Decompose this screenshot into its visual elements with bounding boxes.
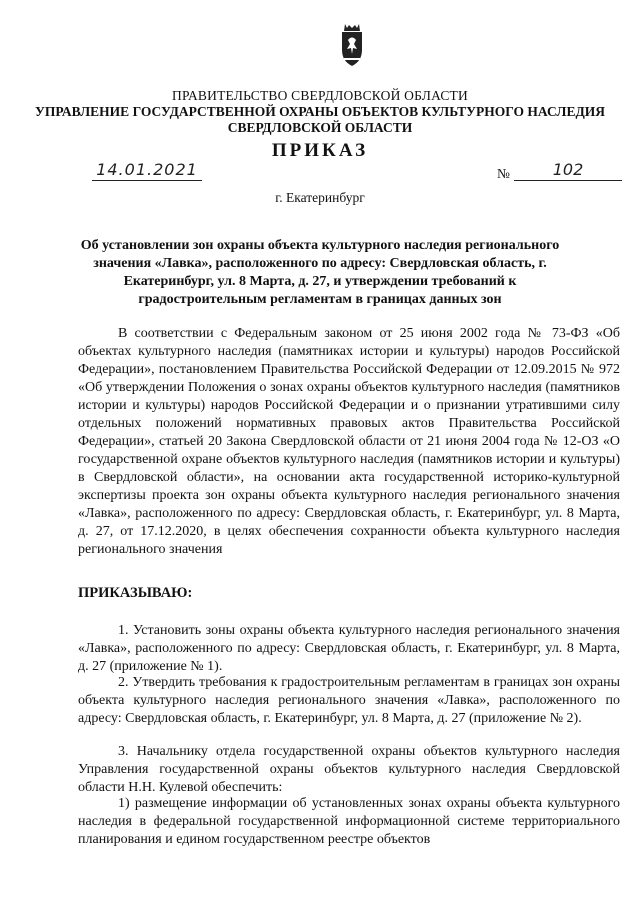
preamble-paragraph: В соответствии с Федеральным законом от 25 июня 2002 года № 73-ФЗ «Об объектах культурного наследия (памятниках истории и культуры) народов Российской Федерации», постановлением Правительства Российской Федерации от 12.09.2015 № 972 «Об утверждении Положения о зонах охраны объектов культурного наследия (памятников истории и культуры) народов Российской Федерации и о признании утратившими силу отдельных положений нормативных правовых актов Правительства Российской Федерации», статьей 20 Закона Свердловской области от 21 июня 2004 года № 12-ОЗ «О государственной охране объектов культурного наследия (памятников истории и культуры) в Свердловской области», на основании акта государственной историко-культурной экспертизы проекта зон охраны объекта культурного наследия регионального значения «Лавка», расположенного по адресу: Свердловская область, г. Екатеринбург, ул. 8 Марта, д. 27, от 17.12.2020, в целях обеспечения сохранности объекта культурного наследия регионального значения	[78, 326, 620, 557]
order-item-3-1: 1) размещение информации об установленных зонах охраны объекта культурного наследия в федеральной государственной информационной системе территориального планирования и едином государственном реестре объектов	[78, 796, 620, 847]
order-item-2: 2. Утвердить требования к градостроительным регламентам в границах зон охраны объекта культурного наследия регионального значения «Лавка», расположенного по адресу: Свердловская область, г. Екатеринбург, ул. 8 Марта, д. 27 (приложение № 2).	[78, 675, 620, 726]
department-line-1: УПРАВЛЕНИЕ ГОСУДАРСТВЕННОЙ ОХРАНЫ ОБЪЕКТОВ КУЛЬТУРНОГО НАСЛЕДИЯ	[34, 104, 606, 119]
department-name	[0, 104, 640, 136]
document-type: ПРИКАЗ	[271, 140, 369, 161]
order-subject: Об установлении зон охраны объекта культурного наследия регионального значения «Лавка», расположенного по адресу: Свердловская область, г. Екатеринбург, ул. 8 Марта, д. 27, и утверждении требований к градостроительным регламентам в границах данных зон	[80, 238, 560, 307]
order-date: 14.01.2021	[92, 160, 202, 181]
decree-heading: ПРИКАЗЫВАЮ:	[78, 585, 193, 601]
order-item-1: 1. Установить зоны охраны объекта культурного наследия регионального значения «Лавка», расположенного по адресу: Свердловская область, г. Екатеринбург, ул. 8 Марта, д. 27 (приложение № 1).	[78, 623, 620, 674]
order-number: 102	[514, 160, 622, 181]
government-name: ПРАВИТЕЛЬСТВО СВЕРДЛОВСКОЙ ОБЛАСТИ	[172, 88, 468, 103]
number-label: №	[497, 166, 510, 181]
city: г. Екатеринбург	[275, 190, 365, 205]
coat-of-arms-icon	[336, 20, 368, 68]
order-item-3: 3. Начальнику отдела государственной охраны объектов культурного наследия Управления государственной охраны объектов культурного наследия Свердловской области Н.Н. Кулевой обеспечить:	[78, 744, 620, 795]
department-line-2: СВЕРДЛОВСКОЙ ОБЛАСТИ	[227, 120, 413, 135]
